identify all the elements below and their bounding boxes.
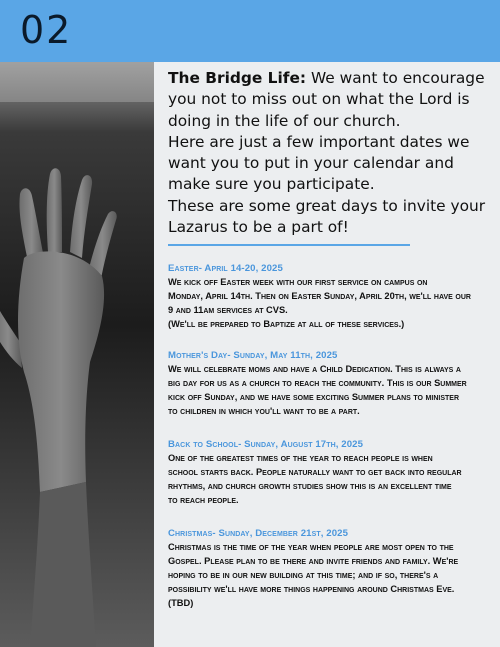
raised-hand-photo bbox=[0, 62, 154, 647]
section-line: We will celebrate moms and have a Child Dedication. This is always a bbox=[168, 364, 461, 374]
section-line: Gospel. Please plan to be there and invite friends and family. We're bbox=[168, 556, 459, 567]
intro-line: These are some great days to invite your bbox=[168, 196, 486, 215]
section-body bbox=[168, 451, 500, 507]
section-line: One of the greatest times of the year to reach people is when bbox=[168, 453, 433, 463]
section-line: Monday, April 14th. Then on Easter Sunday, April 20th, we'll have our bbox=[168, 291, 471, 302]
section-divider bbox=[168, 244, 410, 246]
intro-line: Lazarus to be a part of! bbox=[168, 218, 349, 237]
intro-paragraph bbox=[168, 68, 498, 238]
section-line: to children in which you'll want to be a part. bbox=[168, 406, 360, 417]
intro-line: Here are just a few important dates we bbox=[168, 132, 470, 151]
raised-hand-image bbox=[0, 62, 154, 647]
header-bar bbox=[0, 0, 500, 62]
section-line: (TBD) bbox=[168, 598, 194, 609]
section-title: Christmas- Sunday, December 21st, 2025 bbox=[168, 528, 349, 539]
section-title: Back to School- Sunday, August 17th, 2025 bbox=[168, 439, 364, 450]
intro-line: doing in the life of our church. bbox=[168, 111, 401, 130]
section-body bbox=[168, 540, 500, 610]
section-line: (We'll be prepared to Baptize at all of these services.) bbox=[168, 319, 405, 330]
section-back-to-school bbox=[168, 438, 500, 507]
intro-line: you not to miss out on what the Lord is bbox=[168, 90, 470, 109]
intro-line: We want to encourage bbox=[310, 69, 485, 87]
section-christmas bbox=[168, 527, 500, 610]
section-body bbox=[168, 275, 500, 331]
section-line: hoping to be in our new building at this time; and if so, there's a bbox=[168, 570, 439, 581]
section-mothers-day bbox=[168, 349, 500, 418]
section-line: school starts back. People naturally want to get back into regular bbox=[168, 467, 462, 478]
section-line: big day for us as a church to reach the community. This is our Summer bbox=[168, 378, 467, 389]
section-line: Christmas is the time of the year when people are most open to the bbox=[168, 542, 454, 552]
section-line: 9 and 11am services at CVS. bbox=[168, 305, 288, 316]
section-line: rhythms, and church growth studies show this is an excellent time bbox=[168, 481, 452, 492]
page-number: 02 bbox=[20, 8, 73, 52]
intro-lead: The Bridge Life: bbox=[168, 69, 307, 87]
section-line: kick off Sunday, and we have some exciting Summer plans to minister bbox=[168, 392, 459, 403]
section-title: Mother's Day- Sunday, May 11th, 2025 bbox=[168, 350, 338, 361]
section-line: We kick off Easter week with our first service on campus on bbox=[168, 277, 428, 287]
section-line: possibility we'll have more things happening around Christmas Eve. bbox=[168, 584, 455, 595]
section-title: Easter- April 14-20, 2025 bbox=[168, 263, 283, 274]
section-body bbox=[168, 362, 500, 418]
section-easter bbox=[168, 262, 500, 331]
section-line: to reach people. bbox=[168, 495, 239, 506]
intro-line: make sure you participate. bbox=[168, 175, 375, 194]
content-panel bbox=[154, 62, 500, 647]
intro-line: want you to put in your calendar and bbox=[168, 154, 454, 173]
